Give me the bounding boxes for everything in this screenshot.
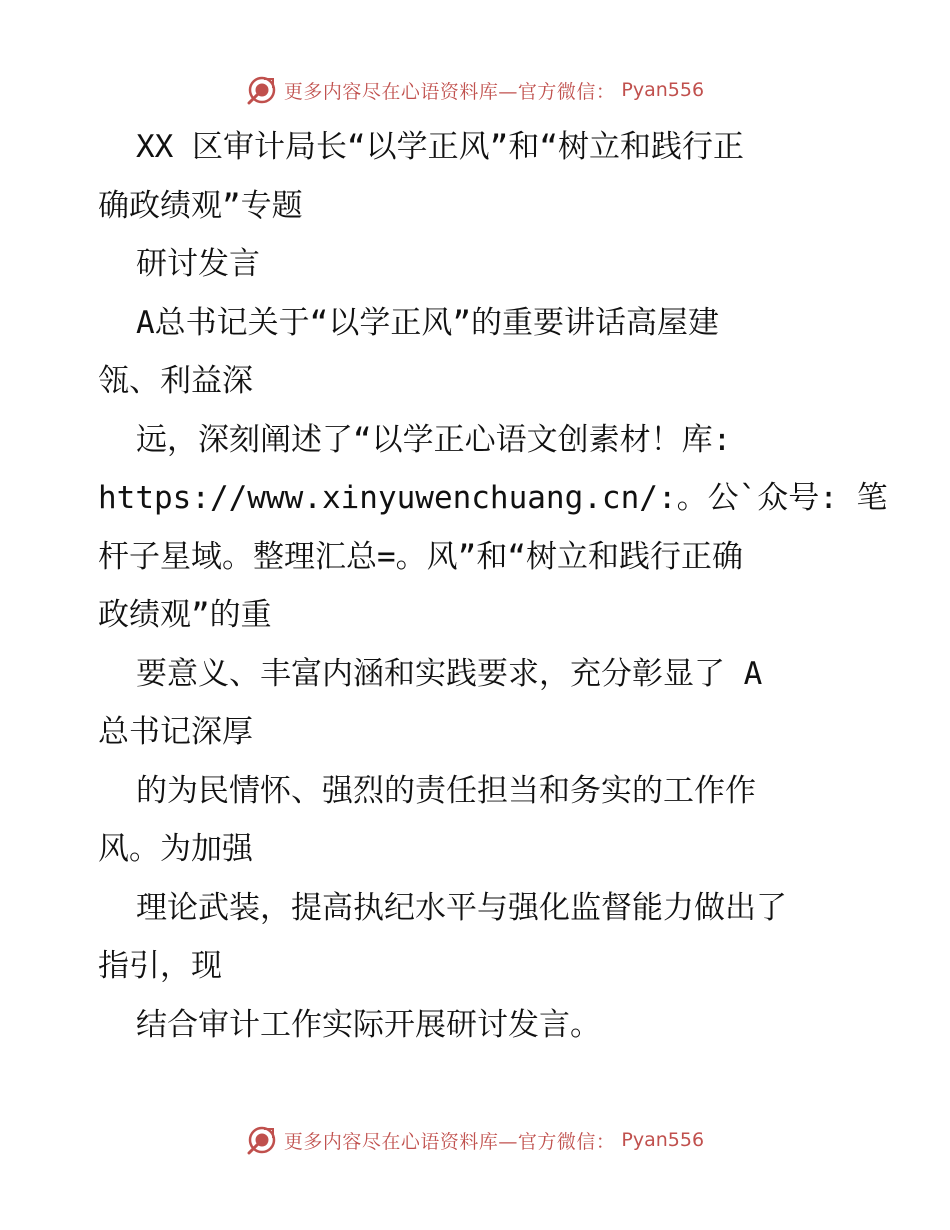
text-line: 要意义、丰富内涵和实践要求，充分彰显了 A	[136, 655, 763, 692]
banner-text: 更多内容尽在心语资料库—官方微信：	[283, 1130, 616, 1153]
title-line: XX 区审计局长“以学正风”和“树立和践行正	[136, 129, 744, 165]
banner-text: 更多内容尽在心语资料库—官方微信：	[283, 80, 616, 103]
banner-account: Pyan556	[621, 1129, 705, 1151]
text-line: 远，深刻阐述了“以学正心语文创素材！库:	[136, 421, 732, 458]
text-line: A总书记关于“以学正风”的重要讲话高屋建	[136, 304, 719, 341]
text-line: https://www.xinyuwenchuang.cn/:。公`众号: 笔	[98, 480, 888, 516]
pen-nib-circle-icon	[246, 1124, 278, 1156]
text-line: 总书记深厚	[98, 714, 253, 750]
header-banner	[0, 70, 950, 110]
text-line: 的为民情怀、强烈的责任担当和务实的工作作	[136, 772, 756, 809]
text-line: 政绩观”的重	[98, 597, 272, 633]
subtitle-line: 研讨发言	[136, 246, 260, 282]
banner-account: Pyan556	[621, 79, 705, 101]
text-line: 杆子星域。整理汇总=。风”和“树立和践行正确	[98, 538, 743, 575]
text-line: 结合审计工作实际开展研讨发言。	[136, 1006, 601, 1043]
text-line: 理论武装，提高执纪水平与强化监督能力做出了	[136, 889, 787, 926]
text-line: 风。为加强	[98, 831, 253, 867]
footer-banner	[0, 1120, 950, 1160]
title-line: 确政绩观”专题	[98, 187, 303, 224]
document-body	[98, 118, 888, 1054]
pen-nib-circle-icon	[246, 74, 278, 106]
text-line: 瓴、利益深	[98, 363, 253, 399]
text-line: 指引，现	[98, 948, 222, 984]
